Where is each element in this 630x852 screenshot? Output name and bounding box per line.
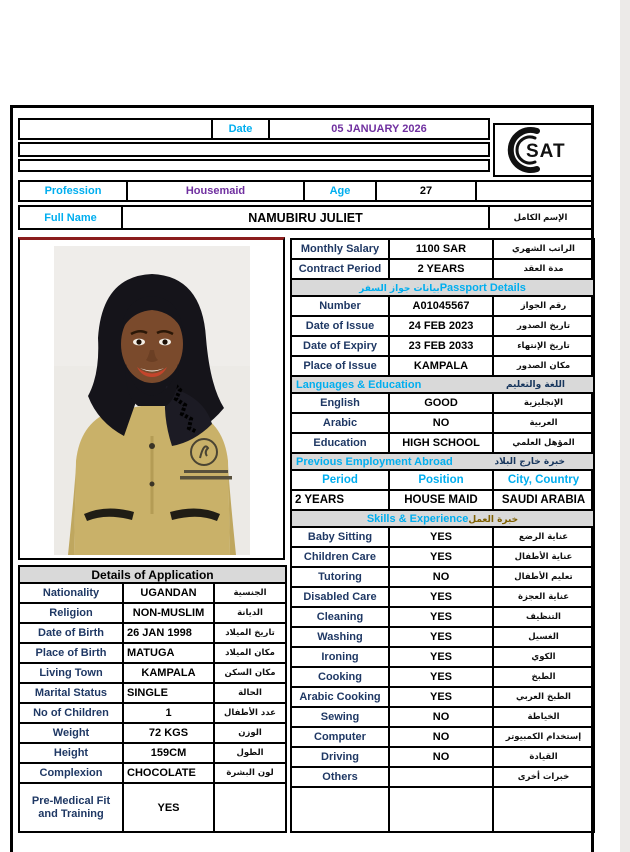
section-header-row — [291, 453, 594, 470]
field-label: Monthly Salary — [291, 239, 389, 259]
field-value: NO — [389, 727, 493, 747]
field-label: Arabic Cooking — [291, 687, 389, 707]
column-header-row — [291, 470, 594, 490]
field-label: Sewing — [291, 707, 389, 727]
details-of-application-table — [18, 565, 287, 833]
table-row — [19, 643, 286, 663]
field-label-arabic: العربية — [493, 413, 594, 433]
field-label: Place of Issue — [291, 356, 389, 376]
section-title-arabic: اللغة والتعليم — [505, 379, 565, 390]
employment-value: HOUSE MAID — [389, 490, 493, 510]
profession-label: Profession — [18, 180, 128, 202]
full-name-arabic-label: الإسم الكامل — [490, 205, 593, 230]
table-row — [19, 743, 286, 763]
table-row — [19, 623, 286, 643]
field-label: Pre-Medical Fit and Training — [19, 783, 123, 832]
section-header-row — [291, 510, 594, 527]
agency-logo-box — [493, 123, 593, 177]
age-value: 27 — [377, 180, 477, 202]
table-row — [291, 647, 594, 667]
field-label-arabic: الكوي — [493, 647, 594, 667]
field-label-arabic: رقم الجواز — [493, 296, 594, 316]
field-label: Cleaning — [291, 607, 389, 627]
field-label-arabic: عدد الأطفال — [214, 703, 286, 723]
field-label: Ironing — [291, 647, 389, 667]
table-row — [291, 747, 594, 767]
table-row — [19, 763, 286, 783]
field-label-arabic: الإنجليزية — [493, 393, 594, 413]
section-header-row — [291, 279, 594, 296]
field-value: MATUGA — [123, 643, 214, 663]
field-label-arabic: لون البشرة — [214, 763, 286, 783]
applicant-photo — [54, 246, 250, 555]
field-value: 1100 SAR — [389, 239, 493, 259]
field-label-arabic: الطبخ — [493, 667, 594, 687]
table-row — [291, 547, 594, 567]
section-title: Previous Employment Abroad — [296, 455, 453, 468]
empty-row — [291, 787, 594, 832]
field-label: Contract Period — [291, 259, 389, 279]
field-label-arabic: مدة العقد — [493, 259, 594, 279]
field-value: NO — [389, 747, 493, 767]
field-label: Place of Birth — [19, 643, 123, 663]
field-value: YES — [123, 783, 214, 832]
field-label: Driving — [291, 747, 389, 767]
table-row — [19, 683, 286, 703]
header-blank-cell — [18, 118, 213, 140]
field-label-arabic: القيادة — [493, 747, 594, 767]
table-row — [291, 567, 594, 587]
field-label-arabic: تاريخ الصدور — [493, 316, 594, 336]
field-value: 159CM — [123, 743, 214, 763]
section-header — [291, 510, 594, 527]
field-value: 2 YEARS — [389, 259, 493, 279]
field-label: Date of Expiry — [291, 336, 389, 356]
full-name-label: Full Name — [18, 205, 123, 230]
field-label: Number — [291, 296, 389, 316]
table-row — [291, 587, 594, 607]
field-label-arabic: الحالة — [214, 683, 286, 703]
field-label: Weight — [19, 723, 123, 743]
header-row-date — [18, 118, 490, 140]
header-blank-cell — [18, 159, 490, 172]
field-value: HIGH SCHOOL — [389, 433, 493, 453]
field-value: YES — [389, 547, 493, 567]
field-label-arabic: خبرات أخرى — [493, 767, 594, 787]
details-of-application-title: Details of Application — [19, 566, 286, 583]
table-row — [291, 433, 594, 453]
header-blank-cell — [18, 142, 490, 157]
table-row — [291, 707, 594, 727]
table-row — [291, 607, 594, 627]
field-value: CHOCOLATE — [123, 763, 214, 783]
table-row — [19, 783, 286, 832]
field-label: Marital Status — [19, 683, 123, 703]
field-label: Height — [19, 743, 123, 763]
table-row — [19, 583, 286, 603]
field-value: UGANDAN — [123, 583, 214, 603]
table-row — [291, 527, 594, 547]
field-value: YES — [389, 667, 493, 687]
section-title-arabic: خبرة العمل — [468, 514, 519, 525]
field-label-arabic: التنظيف — [493, 607, 594, 627]
table-row — [291, 687, 594, 707]
details-title-row — [19, 566, 286, 583]
field-label-arabic: الراتب الشهري — [493, 239, 594, 259]
field-label-arabic: تاريخ الميلاد — [214, 623, 286, 643]
employment-row — [291, 490, 594, 510]
field-label: Religion — [19, 603, 123, 623]
header-blank-row-2 — [18, 159, 490, 172]
field-label-arabic: تعليم الأطفال — [493, 567, 594, 587]
field-label-arabic: تاريخ الإنتهاء — [493, 336, 594, 356]
full-name-value: NAMUBIRU JULIET — [123, 205, 490, 230]
field-label: Washing — [291, 627, 389, 647]
field-value: KAMPALA — [389, 356, 493, 376]
field-value: YES — [389, 687, 493, 707]
field-label-arabic — [214, 783, 286, 832]
field-label: No of Children — [19, 703, 123, 723]
field-value: 72 KGS — [123, 723, 214, 743]
field-value: NO — [389, 707, 493, 727]
column-header: Period — [291, 470, 389, 490]
field-value: KAMPALA — [123, 663, 214, 683]
section-header — [291, 453, 594, 470]
field-label-arabic: الطول — [214, 743, 286, 763]
field-value: 24 FEB 2023 — [389, 316, 493, 336]
section-header — [291, 376, 594, 393]
employment-value: 2 YEARS — [291, 490, 389, 510]
field-value: 26 JAN 1998 — [123, 623, 214, 643]
field-label: Tutoring — [291, 567, 389, 587]
field-label: Disabled Care — [291, 587, 389, 607]
table-row — [291, 767, 594, 787]
table-row — [19, 723, 286, 743]
header-blank-row-1 — [18, 142, 490, 157]
profession-value: Housemaid — [128, 180, 305, 202]
column-header: City, Country — [493, 470, 594, 490]
table-row — [19, 603, 286, 623]
field-value: NO — [389, 567, 493, 587]
section-header-row — [291, 376, 594, 393]
sat-logo-icon — [499, 126, 587, 174]
applicant-photo-panel — [18, 237, 285, 560]
field-label-arabic: المؤهل العلمي — [493, 433, 594, 453]
table-row — [291, 239, 594, 259]
field-label-arabic: مكان الميلاد — [214, 643, 286, 663]
field-value: GOOD — [389, 393, 493, 413]
section-title: Skills & Experience — [366, 512, 469, 525]
table-row — [19, 663, 286, 683]
section-title-arabic: بيانات جواز السفر — [359, 283, 440, 294]
profession-row — [18, 180, 593, 202]
full-name-row — [18, 205, 593, 230]
field-label: Living Town — [19, 663, 123, 683]
field-label-arabic: عناية الرضع — [493, 527, 594, 547]
employment-value: SAUDI ARABIA — [493, 490, 594, 510]
field-label-arabic: إستخدام الكمبيوتر — [493, 727, 594, 747]
section-title: Languages & Education — [296, 378, 422, 391]
table-row — [291, 413, 594, 433]
field-label: Computer — [291, 727, 389, 747]
field-label: Others — [291, 767, 389, 787]
cv-info-table — [290, 238, 595, 833]
field-value: 1 — [123, 703, 214, 723]
table-row — [291, 336, 594, 356]
field-value: YES — [389, 587, 493, 607]
table-row — [291, 727, 594, 747]
field-label: Education — [291, 433, 389, 453]
empty-cell — [291, 787, 389, 832]
field-label-arabic: مكان السكن — [214, 663, 286, 683]
empty-cell — [493, 787, 594, 832]
section-title: Passport Details — [439, 281, 526, 294]
field-value: 23 FEB 2033 — [389, 336, 493, 356]
field-label: Cooking — [291, 667, 389, 687]
field-label-arabic: الطبخ العربي — [493, 687, 594, 707]
field-value: SINGLE — [123, 683, 214, 703]
field-label: English — [291, 393, 389, 413]
field-value: NON-MUSLIM — [123, 603, 214, 623]
field-value: YES — [389, 647, 493, 667]
field-value: NO — [389, 413, 493, 433]
field-label: Baby Sitting — [291, 527, 389, 547]
canvas-edge-strip — [620, 0, 630, 852]
table-row — [291, 627, 594, 647]
field-value: A01045567 — [389, 296, 493, 316]
section-title-arabic: خبرة خارج البلاد — [494, 456, 565, 467]
table-row — [291, 296, 594, 316]
empty-cell — [389, 787, 493, 832]
table-row — [291, 316, 594, 336]
table-row — [291, 356, 594, 376]
field-label: Date of Birth — [19, 623, 123, 643]
field-label-arabic: مكان الصدور — [493, 356, 594, 376]
field-label: Complexion — [19, 763, 123, 783]
table-row — [19, 703, 286, 723]
field-label-arabic: الخياطة — [493, 707, 594, 727]
table-row — [291, 259, 594, 279]
field-label: Nationality — [19, 583, 123, 603]
field-label-arabic: الوزن — [214, 723, 286, 743]
age-label: Age — [305, 180, 377, 202]
field-value: YES — [389, 527, 493, 547]
field-label-arabic: عناية الأطفال — [493, 547, 594, 567]
field-label-arabic: الديانة — [214, 603, 286, 623]
header-blank-cell — [477, 180, 593, 202]
date-value: 05 JANUARY 2026 — [270, 118, 490, 140]
date-label: Date — [213, 118, 270, 140]
table-row — [291, 667, 594, 687]
table-row — [291, 393, 594, 413]
field-label-arabic: عناية العجزة — [493, 587, 594, 607]
field-label: Children Care — [291, 547, 389, 567]
field-label: Arabic — [291, 413, 389, 433]
column-header: Position — [389, 470, 493, 490]
field-label-arabic: الجنسية — [214, 583, 286, 603]
field-value: YES — [389, 627, 493, 647]
svg-text:SAT: SAT — [526, 141, 566, 162]
field-value — [389, 767, 493, 787]
field-label: Date of Issue — [291, 316, 389, 336]
field-value: YES — [389, 607, 493, 627]
field-label-arabic: الغسيل — [493, 627, 594, 647]
section-header — [291, 279, 594, 296]
